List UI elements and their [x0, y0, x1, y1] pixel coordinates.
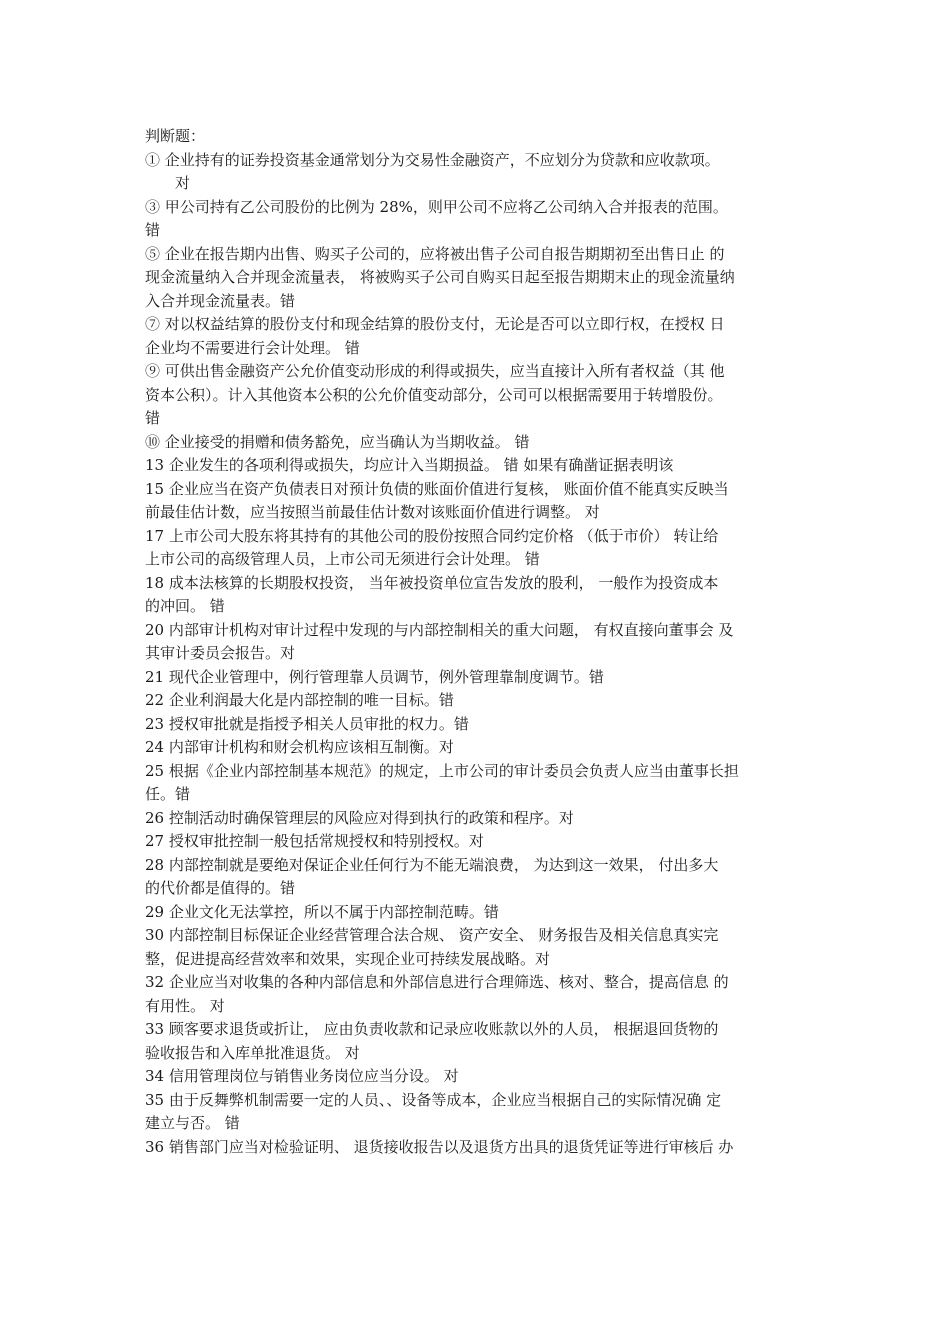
question-line: 24 内部审计机构和财会机构应该相互制衡。对: [145, 738, 454, 756]
answer-line: 错: [145, 409, 161, 427]
question-line: 36 销售部门应当对检验证明、 退货接收报告以及退货方出具的退货凭证等进行审核后 办: [145, 1137, 734, 1156]
question-line: 企业均不需要进行会计处理。 错: [145, 338, 360, 357]
question-line: 18 成本法核算的长期股权投资， 当年被投资单位宣告发放的股利， 一般作为投资成本: [145, 573, 719, 592]
question-line: 23 授权审批就是指授予相关人员审批的权力。错: [145, 714, 469, 733]
document-body: [145, 125, 813, 1159]
question-line: 15 企业应当在资产负债表日对预计负债的账面价值进行复核， 账面价值不能真实反映当: [145, 479, 729, 498]
question-line: 前最佳估计数，应当按照当前最佳估计数对该账面价值进行调整。 对: [145, 503, 600, 521]
question-line: 的代价都是值得的。错: [145, 879, 296, 897]
question-line: 26 控制活动时确保管理层的风险应对得到执行的政策和程序。对: [145, 808, 574, 827]
question-line: ⑨ 可供出售金融资产公允价值变动形成的利得或损失，应当直接计入所有者权益（其 他: [145, 362, 725, 380]
answer-line: 对: [175, 174, 191, 192]
question-line: 27 授权审批控制一般包括常规授权和特别授权。对: [145, 832, 484, 850]
question-line: 13 企业发生的各项利得或损失，均应计入当期损益。 错 如果有确凿证据表明该: [145, 456, 674, 474]
question-line: 建立与否。 错: [145, 1114, 240, 1132]
question-line: 22 企业利润最大化是内部控制的唯一目标。错: [145, 691, 454, 709]
question-line: 验收报告和入库单批准退货。 对: [145, 1043, 360, 1062]
question-line: 25 根据《企业内部控制基本规范》的规定，上市公司的审计委员会负责人应当由董事长担: [145, 761, 739, 780]
section-heading: 判断题：: [145, 127, 206, 145]
question-line: 入合并现金流量表。错: [145, 291, 296, 310]
question-line: 32 企业应当对收集的各种内部信息和外部信息进行合理筛选、核对、整合，提高信息 的: [145, 973, 729, 991]
question-line: 的冲回。 错: [145, 597, 225, 615]
question-line: ⑤ 企业在报告期内出售、购买子公司的，应将被出售子公司自报告期期初至出售日止 的: [145, 244, 725, 263]
question-line: 28 内部控制就是要绝对保证企业任何行为不能无端浪费， 为达到这一效果， 付出多大: [145, 855, 719, 874]
question-line: 有用性。 对: [145, 996, 225, 1015]
question-line: 34 信用管理岗位与销售业务岗位应当分设。 对: [145, 1067, 459, 1085]
question-line: 35 由于反舞弊机制需要一定的人员、、设备等成本，企业应当根据自己的实际情况确 定: [145, 1090, 722, 1109]
question-line: 20 内部审计机构对审计过程中发现的与内部控制相关的重大问题， 有权直接向董事会 及: [145, 620, 734, 639]
question-line: 上市公司的高级管理人员，上市公司无须进行会计处理。 错: [145, 550, 540, 568]
question-line: 33 顾客要求退货或折让， 应由负责收款和记录应收账款以外的人员， 根据退回货物的: [145, 1020, 719, 1038]
question-line: 任。错: [145, 785, 191, 803]
question-line: 资本公积）。计入其他资本公积的公允价值变动部分，公司可以根据需要用于转增股份。: [145, 385, 723, 404]
question-line: 30 内部控制目标保证企业经营管理合法合规、 资产安全、 财务报告及相关信息真实完: [145, 926, 719, 944]
question-line: 整，促进提高经营效率和效果，实现企业可持续发展战略。对: [145, 949, 551, 968]
question-line: 现金流量纳入合并现金流量表， 将被购买子公司自购买日起至报告期期末止的现金流量纳: [145, 268, 735, 286]
question-line: 17 上市公司大股东将其持有的其他公司的股份按照合同约定价格 （低于市价） 转让给: [145, 526, 719, 545]
question-line: ⑦ 对以权益结算的股份支付和现金结算的股份支付，无论是否可以立即行权，在授权 日: [145, 315, 725, 333]
question-line: 其审计委员会报告。对: [145, 644, 296, 662]
question-line: ③ 甲公司持有乙公司股份的比例为 28%，则甲公司不应将乙公司纳入合并报表的范围。: [145, 197, 728, 216]
answer-line: 错: [145, 221, 161, 239]
question-line: ⑩ 企业接受的捐赠和债务豁免，应当确认为当期收益。 错: [145, 432, 530, 451]
question-line: 29 企业文化无法掌控，所以不属于内部控制范畴。错: [145, 902, 499, 921]
question-line: ① 企业持有的证券投资基金通常划分为交易性金融资产，不应划分为贷款和应收款项。: [145, 150, 720, 169]
question-line: 21 现代企业管理中，例行管理靠人员调节，例外管理靠制度调节。错: [145, 667, 604, 686]
